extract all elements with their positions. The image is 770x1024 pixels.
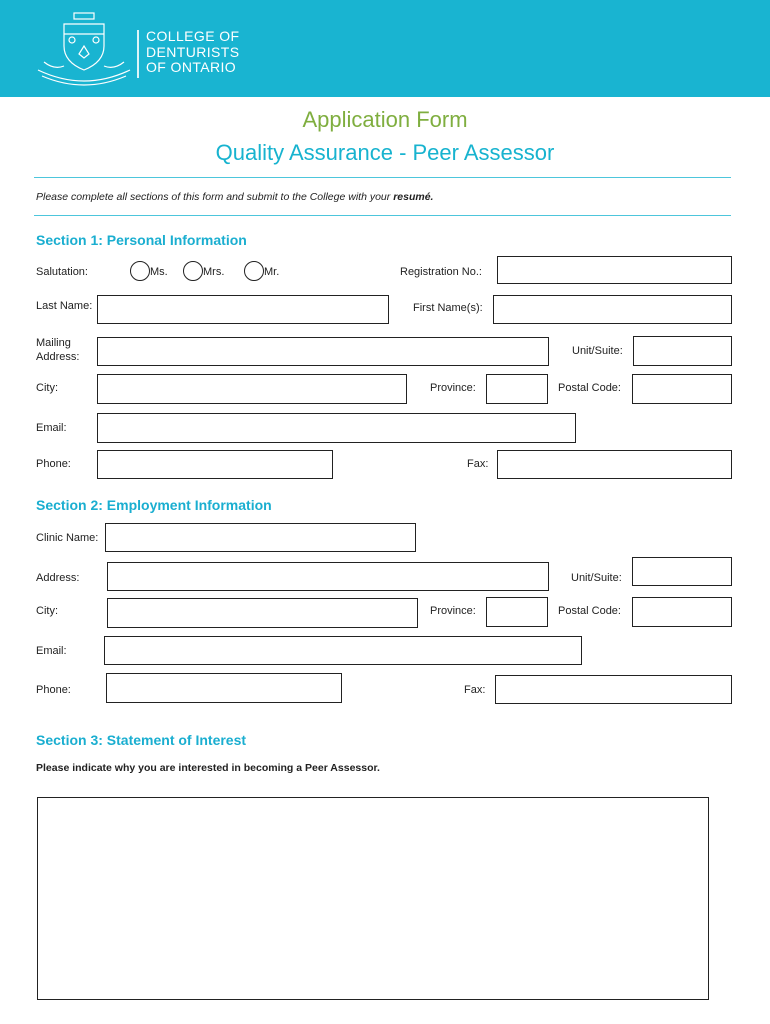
statement-prompt: Please indicate why you are interested in becoming a Peer Assessor. [36, 762, 380, 774]
header-banner [0, 0, 770, 97]
form-subtitle: Quality Assurance - Peer Assessor [215, 140, 555, 165]
college-crest-icon [34, 10, 134, 88]
clinic-email-label: Email: [36, 645, 67, 657]
divider-instructions [34, 215, 731, 216]
fax-label: Fax: [467, 458, 489, 470]
first-name-field[interactable] [493, 295, 732, 324]
mailing-address-field[interactable] [97, 337, 549, 366]
instructions: Please complete all sections of this form and submit to the College with your resumé. [36, 191, 434, 203]
salutation-mrs-radio[interactable] [183, 261, 203, 281]
postal-field[interactable] [632, 374, 732, 404]
city-field[interactable] [97, 374, 407, 404]
clinic-address-field[interactable] [107, 562, 549, 591]
salutation-ms-radio[interactable] [130, 261, 150, 281]
first-name-label: First Name(s): [413, 302, 483, 314]
clinic-email-field[interactable] [104, 636, 582, 665]
section2-title: Section 2: Employment Information [36, 497, 272, 513]
clinic-unit-label: Unit/Suite: [571, 572, 622, 584]
salutation-ms-label: Ms. [150, 266, 168, 278]
postal-label: Postal Code: [558, 382, 621, 394]
salutation-mr-radio[interactable] [244, 261, 264, 281]
logo-divider [137, 30, 139, 78]
college-name: COLLEGE OF DENTURISTS OF ONTARIO [146, 28, 240, 75]
province-field[interactable] [486, 374, 548, 404]
clinic-name-field[interactable] [105, 523, 416, 552]
email-label: Email: [36, 422, 67, 434]
clinic-fax-field[interactable] [495, 675, 732, 704]
mailing-label-line1: Mailing [36, 337, 71, 349]
registration-field[interactable] [497, 256, 732, 284]
clinic-province-field[interactable] [486, 597, 548, 627]
unit-label: Unit/Suite: [572, 345, 623, 357]
statement-textarea[interactable] [37, 797, 709, 1000]
city-label: City: [36, 382, 58, 394]
salutation-label: Salutation: [36, 266, 88, 278]
clinic-address-label: Address: [36, 572, 80, 584]
form-title: Application Form [302, 107, 468, 132]
section3-title: Section 3: Statement of Interest [36, 732, 247, 748]
salutation-mr-label: Mr. [264, 266, 280, 278]
clinic-phone-label: Phone: [36, 684, 71, 696]
email-field[interactable] [97, 413, 576, 443]
salutation-mrs-label: Mrs. [203, 266, 225, 278]
clinic-name-label: Clinic Name: [36, 532, 99, 544]
registration-label: Registration No.: [400, 266, 482, 278]
last-name-label: Last Name: [36, 300, 93, 312]
phone-field[interactable] [97, 450, 333, 479]
divider-top [34, 177, 731, 178]
clinic-postal-label: Postal Code: [558, 605, 621, 617]
clinic-fax-label: Fax: [464, 684, 486, 696]
clinic-city-field[interactable] [107, 598, 418, 628]
last-name-field[interactable] [97, 295, 389, 324]
mailing-label-line2: Address: [36, 351, 80, 363]
phone-label: Phone: [36, 458, 71, 470]
clinic-postal-field[interactable] [632, 597, 732, 627]
clinic-city-label: City: [36, 605, 58, 617]
clinic-phone-field[interactable] [106, 673, 342, 703]
fax-field[interactable] [497, 450, 732, 479]
section1-title: Section 1: Personal Information [36, 232, 247, 248]
clinic-province-label: Province: [430, 605, 476, 617]
clinic-unit-field[interactable] [632, 557, 732, 586]
province-label: Province: [430, 382, 476, 394]
unit-field[interactable] [633, 336, 732, 366]
